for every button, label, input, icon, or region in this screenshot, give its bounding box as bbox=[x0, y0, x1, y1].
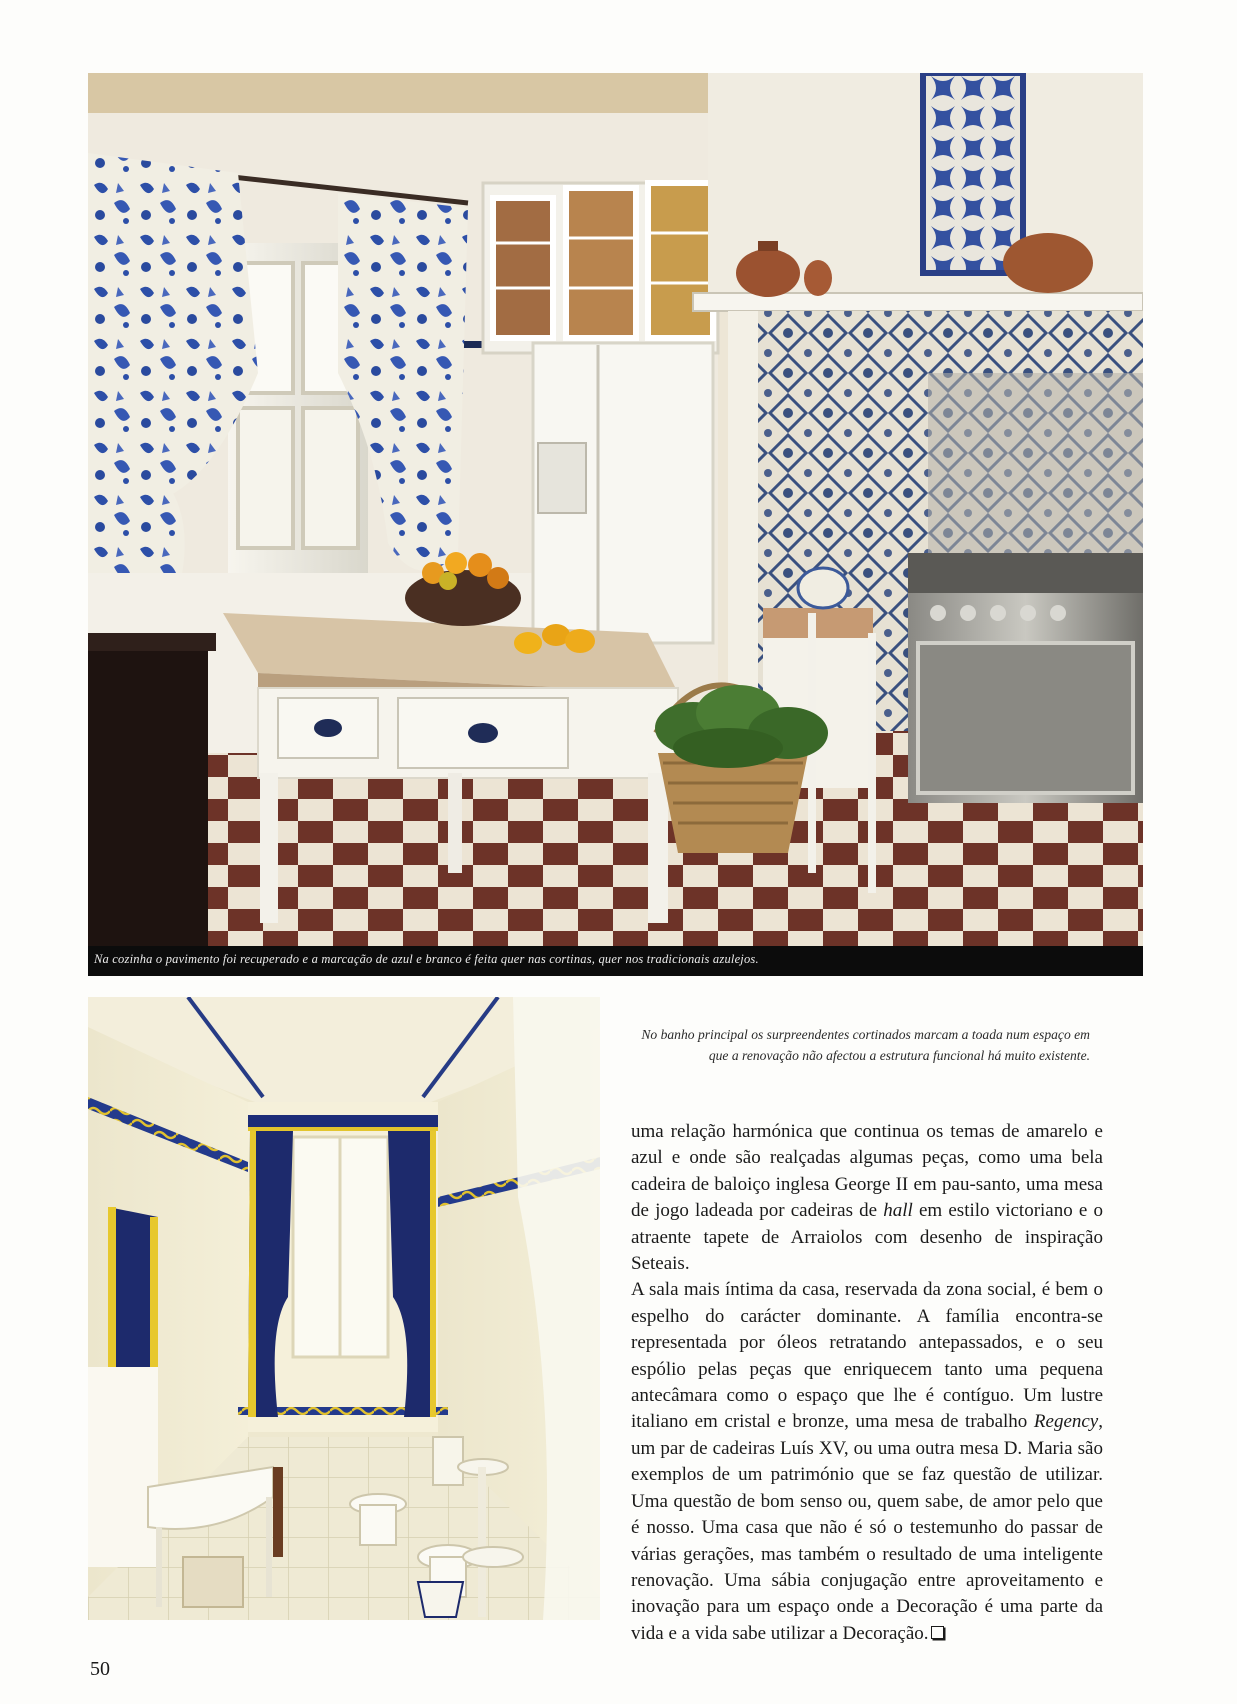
italic-term: hall bbox=[883, 1200, 913, 1222]
kitchen-caption: Na cozinha o pavimento foi recuperado e a marcação de azul e branco é feita quer nas cortinas, quer nos tradicionais azulejos. bbox=[94, 952, 759, 966]
bathroom-illustration bbox=[88, 997, 600, 1620]
kitchen-photo bbox=[88, 73, 1143, 946]
bathroom-photo bbox=[88, 997, 600, 1620]
end-of-article-mark bbox=[931, 1626, 944, 1639]
italic-term: Regency bbox=[1033, 1411, 1099, 1433]
page-number: 50 bbox=[90, 1658, 110, 1680]
paragraph-text: A sala mais íntima da casa, reservada da zona social, é bem o espelho do carácter dominante. A família encontra-se representada por óleos retratando antepassados, e o seu espólio pelas peças que enriquecem tanto uma pequena antecâmara como o espaço que lhe é contíguo. Um lustre italiano em cristal e bronze, uma mesa de trabalho bbox=[631, 1279, 1103, 1433]
kitchen-illustration bbox=[88, 73, 1143, 946]
paragraph-text: em estilo victoriano e o atraente tapete de Arraiolos com desenho de inspiração Seteais. bbox=[631, 1200, 1104, 1275]
article-paragraph bbox=[631, 1119, 1103, 1277]
bathroom-caption: No banho principal os surpreendentes cortinados marcam a toada num espaço em que a renovação não afectou a estrutura funcional há muito existente. bbox=[641, 1027, 1090, 1063]
article-body bbox=[631, 1119, 1103, 1647]
article-paragraph bbox=[631, 1277, 1103, 1647]
paragraph-text: , um par de cadeiras Luís XV, ou uma outra mesa D. Maria são exemplos de um património que se faz questão de utilizar. Uma questão de bom senso ou, quem sabe, de amor pelo que é nosso. Uma casa que não é só o testemunho do passar de várias gerações, mas também o resultado de uma inteligente renovação. Uma sábia conjugação entre aproveitamento e inovação para um espaço onde a Decoração é uma parte da vida e a vida sabe utilizar a Decoração. bbox=[631, 1411, 1103, 1644]
kitchen-caption-bar bbox=[88, 946, 1143, 976]
paragraph-text: uma relação harmónica que continua os temas de amarelo e azul e onde são realçadas algumas peças, como uma bela cadeira de baloiço inglesa George II em pau-santo, uma mesa de jogo ladeada por cadeiras de bbox=[631, 1121, 1103, 1222]
